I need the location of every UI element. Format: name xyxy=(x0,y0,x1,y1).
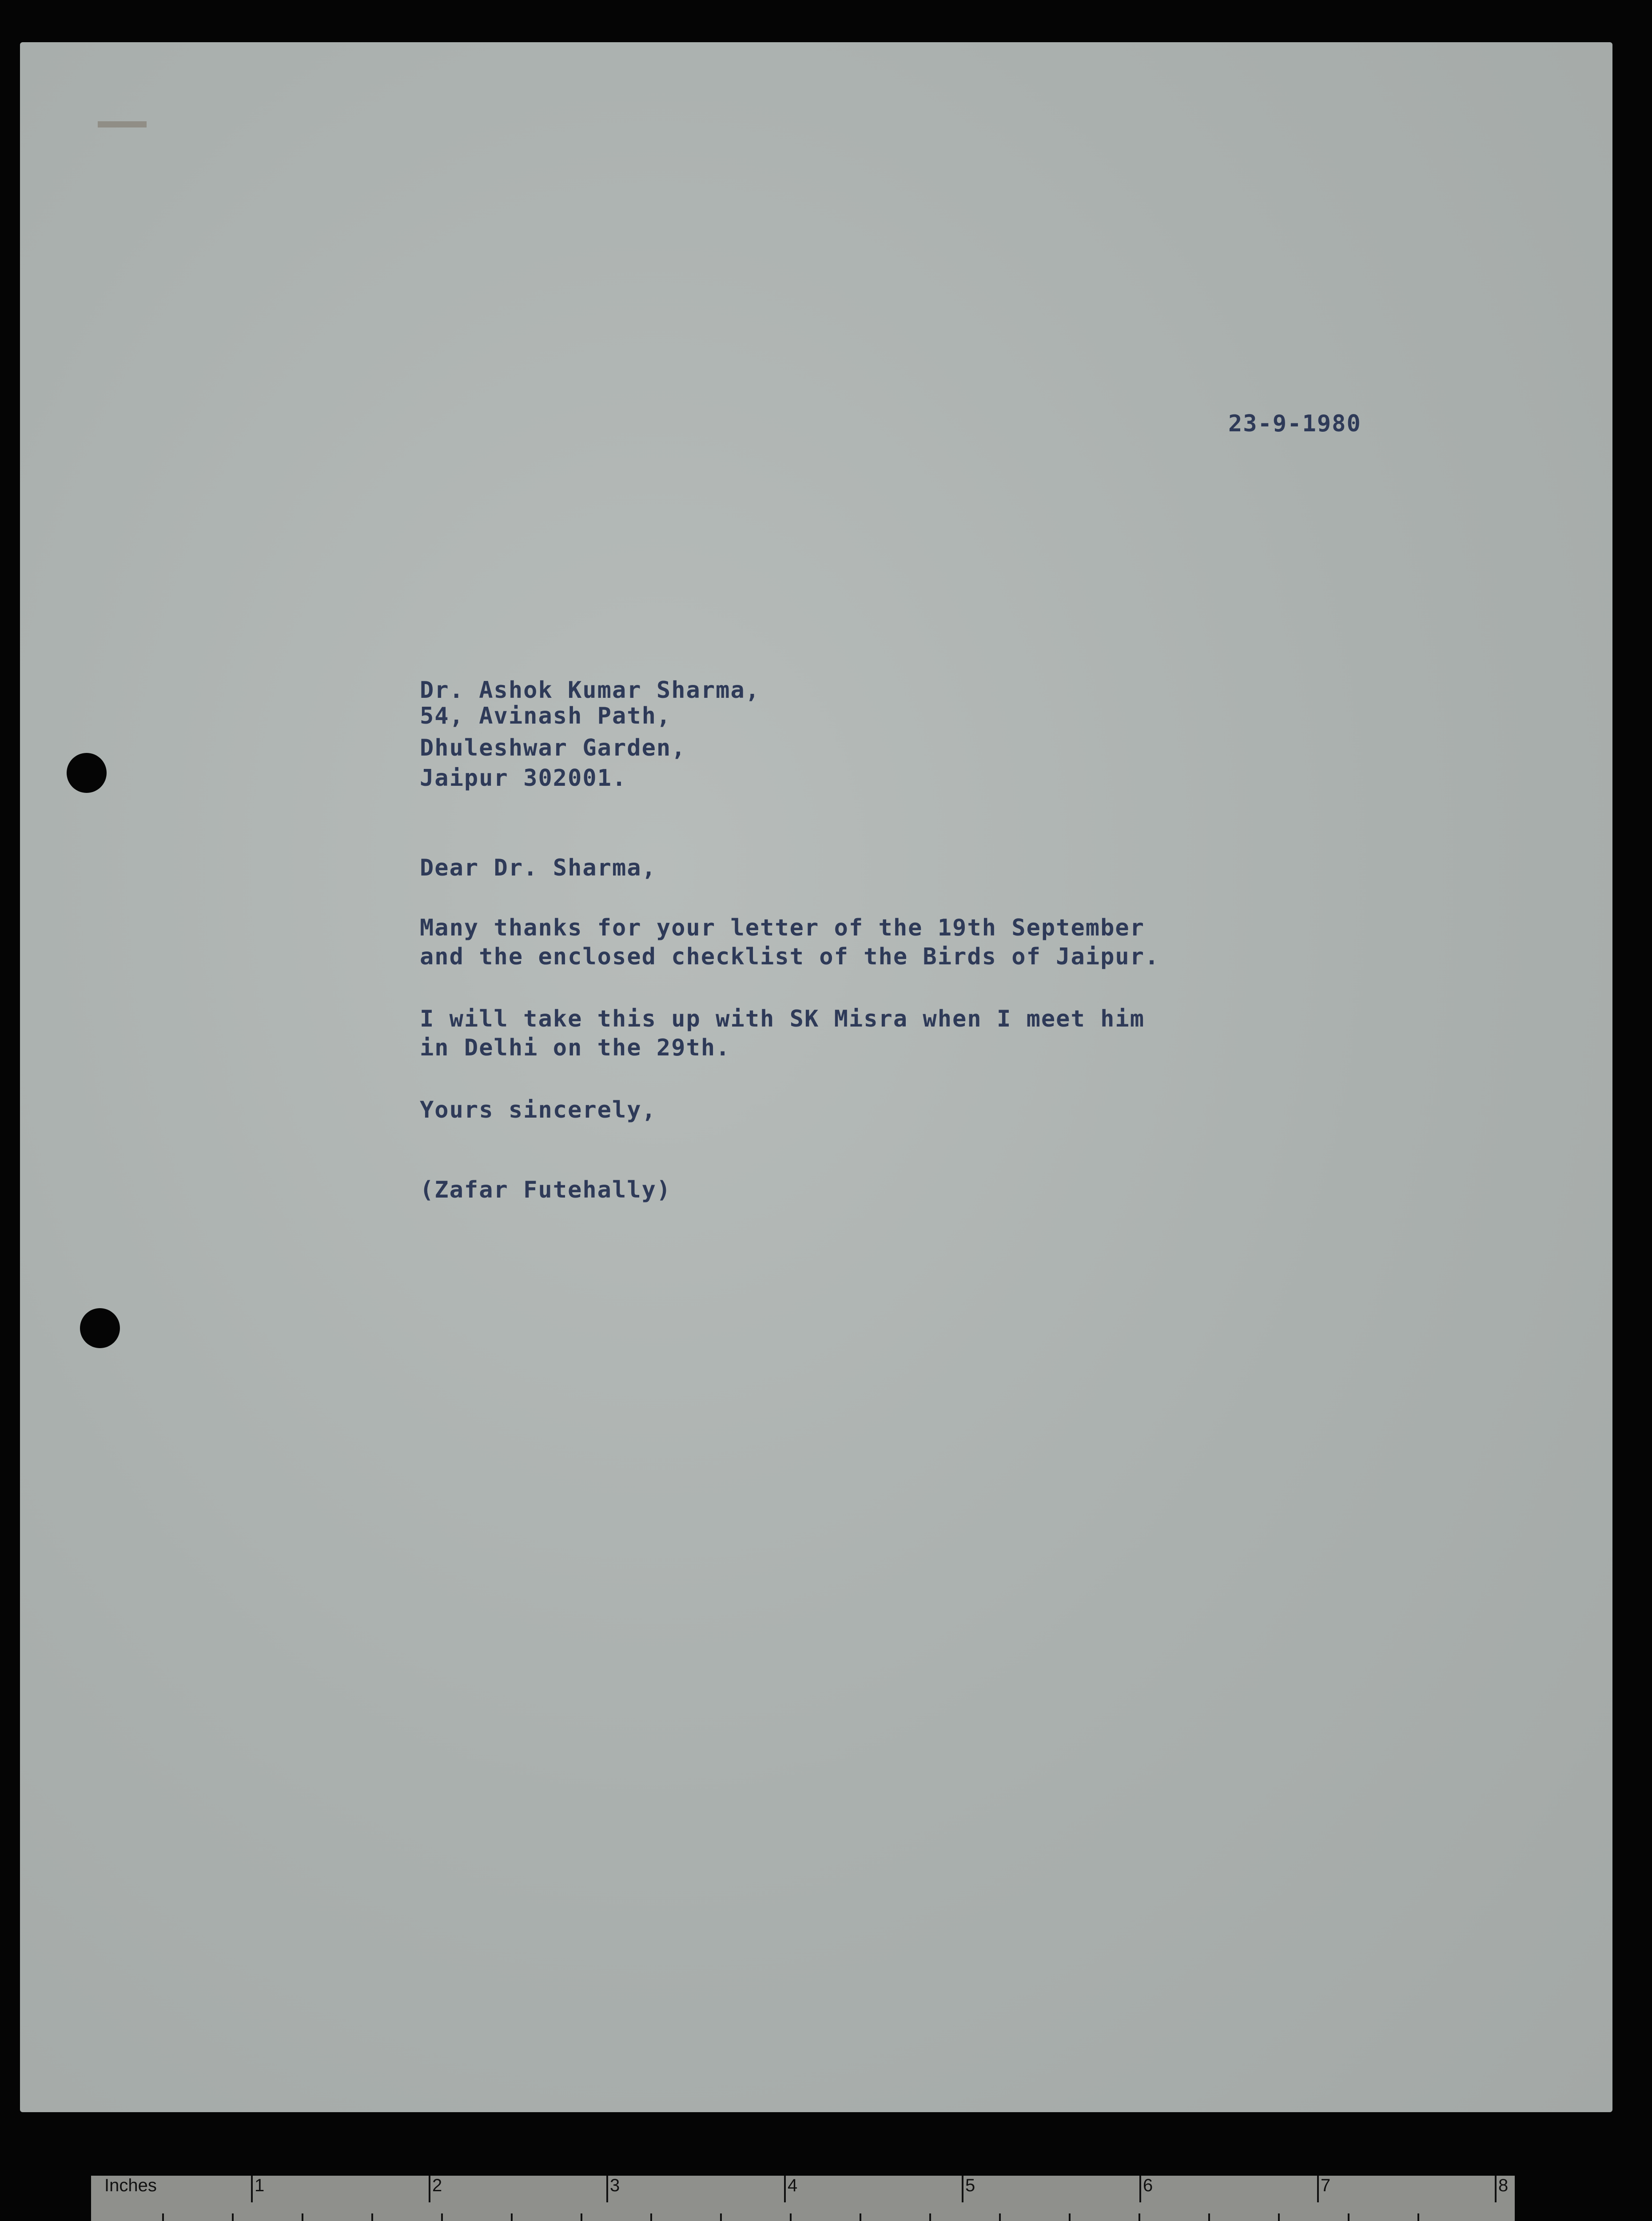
inch-tick xyxy=(251,2176,253,2202)
inch-tick xyxy=(606,2176,608,2202)
cm-tick xyxy=(860,2213,861,2221)
cm-tick xyxy=(1348,2213,1349,2221)
inch-mark: 1 xyxy=(255,2176,265,2195)
cm-tick xyxy=(1417,2213,1419,2221)
body-paragraph-line: Many thanks for your letter of the 19th September xyxy=(420,915,1145,941)
punch-hole xyxy=(67,753,107,793)
inch-tick xyxy=(1317,2176,1319,2202)
inch-mark: 7 xyxy=(1321,2176,1331,2195)
inch-mark: 8 xyxy=(1498,2176,1509,2195)
cm-tick xyxy=(1208,2213,1210,2221)
cm-tick xyxy=(232,2213,234,2221)
signature: (Zafar Futehally) xyxy=(420,1177,672,1203)
inch-mark: 5 xyxy=(965,2176,975,2195)
inch-tick xyxy=(429,2176,430,2202)
body-paragraph-line: in Delhi on the 29th. xyxy=(420,1035,731,1061)
address-line: Dr. Ashok Kumar Sharma, xyxy=(420,677,760,704)
closing: Yours sincerely, xyxy=(420,1097,657,1123)
cm-tick xyxy=(999,2213,1001,2221)
inch-mark: 2 xyxy=(432,2176,442,2195)
cm-tick xyxy=(790,2213,792,2221)
cm-tick xyxy=(1138,2213,1140,2221)
address-line: Jaipur 302001. xyxy=(420,765,627,792)
cm-tick xyxy=(650,2213,652,2221)
cm-tick xyxy=(1069,2213,1071,2221)
cm-tick xyxy=(441,2213,443,2221)
cm-tick xyxy=(720,2213,722,2221)
cm-tick xyxy=(581,2213,582,2221)
ink-smudge xyxy=(98,121,147,127)
cm-tick xyxy=(162,2213,164,2221)
body-paragraph-line: I will take this up with SK Misra when I meet him xyxy=(420,1006,1145,1032)
inch-tick xyxy=(784,2176,786,2202)
inch-mark: 4 xyxy=(788,2176,798,2195)
punch-hole xyxy=(80,1308,120,1348)
letter-page xyxy=(20,42,1612,2112)
inch-mark: 6 xyxy=(1143,2176,1153,2195)
salutation: Dear Dr. Sharma, xyxy=(420,855,657,881)
inch-mark: 3 xyxy=(610,2176,620,2195)
cm-tick xyxy=(929,2213,931,2221)
cm-tick xyxy=(511,2213,513,2221)
cm-tick xyxy=(302,2213,303,2221)
letter-date: 23-9-1980 xyxy=(1228,410,1361,437)
address-line: Dhuleshwar Garden, xyxy=(420,735,686,761)
cm-tick xyxy=(371,2213,373,2221)
cm-tick xyxy=(1278,2213,1280,2221)
address-line: 54, Avinash Path, xyxy=(420,703,672,729)
inch-tick xyxy=(1495,2176,1497,2202)
ruler xyxy=(91,2176,1515,2221)
inch-tick xyxy=(962,2176,963,2202)
color-control-card xyxy=(91,2176,1515,2221)
inch-tick xyxy=(1139,2176,1141,2202)
body-paragraph-line: and the enclosed checklist of the Birds of Jaipur. xyxy=(420,943,1160,970)
inches-label: Inches xyxy=(104,2176,157,2195)
